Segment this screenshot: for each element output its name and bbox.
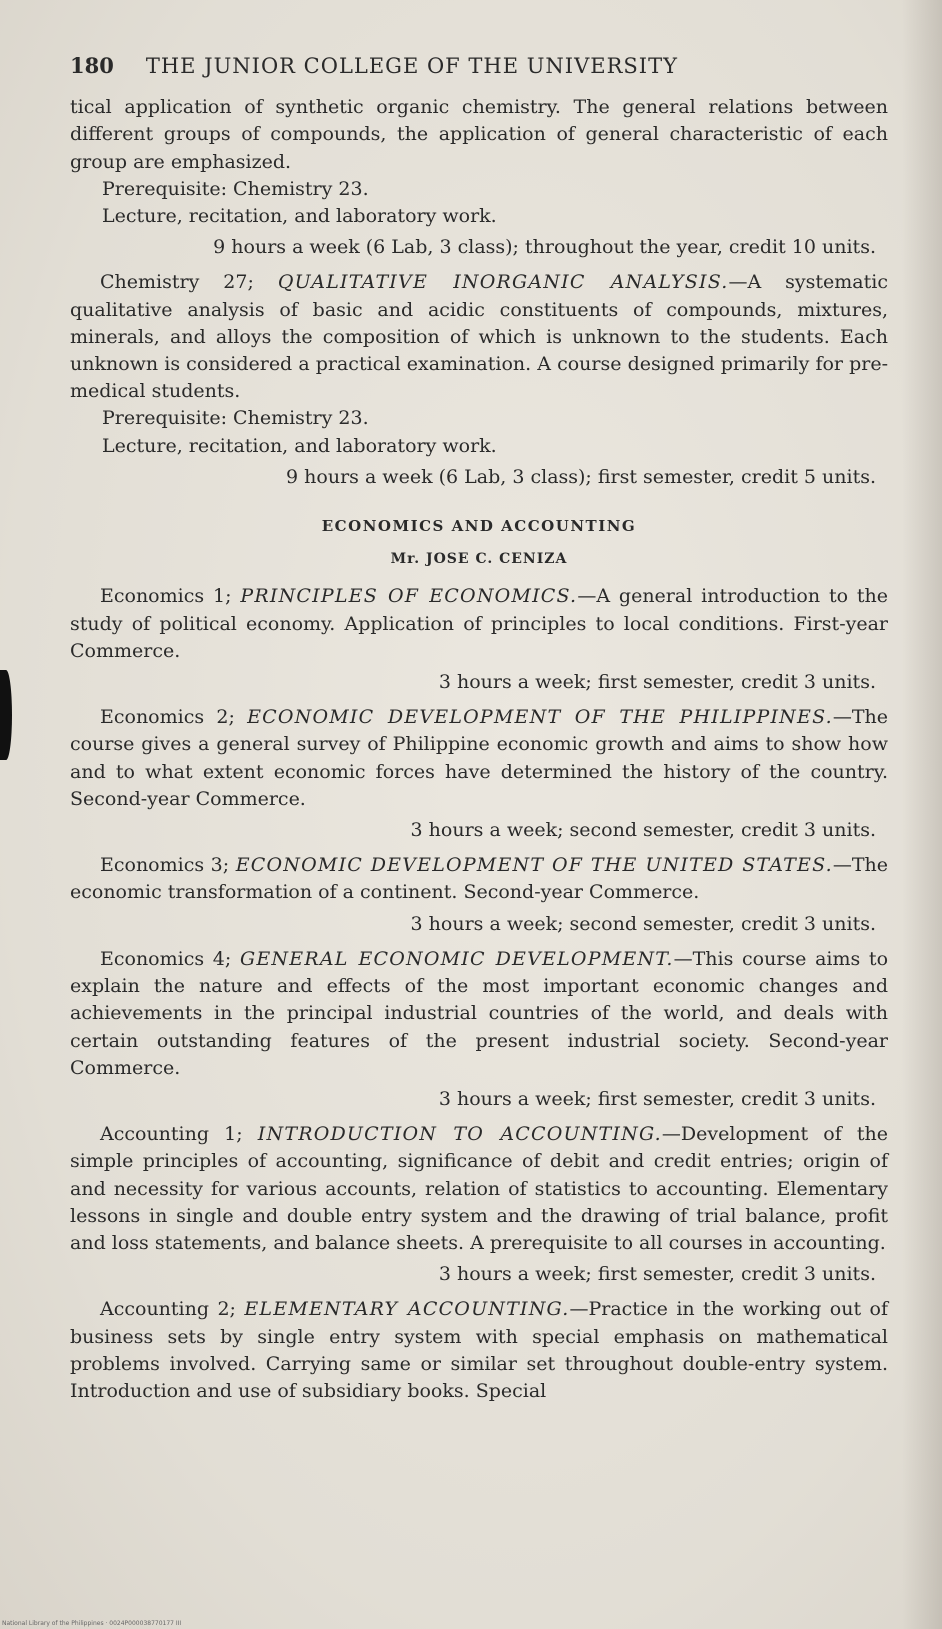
course-description: —Practice in the working out of business sets by single entry system with special emphasis on mathematical problems involved. Carrying same or similar set throughout double-entry system. Introduction and use of subsidiary books. Special	[70, 1298, 888, 1402]
binding-mark	[0, 670, 12, 760]
intro-paragraph: tical application of synthetic organic chemistry. The general relations between different groups of compounds, the application of general characteristic of each group are emphasized.	[70, 96, 888, 173]
course-title: QUALITATIVE INORGANIC ANALYSIS.	[277, 271, 729, 294]
course-code: Economics 3;	[100, 854, 230, 877]
course-description: —A systematic qualitative analysis of basic and acidic constituents of compounds, mixtures, minerals, and alloys the composition of which is unknown to the students. Each unknown is considered a practical examination. A course designed primarily for pre-medical students.	[70, 271, 888, 403]
intro-prerequisite: Prerequisite: Chemistry 23.	[102, 177, 369, 200]
chem27-prerequisite: Prerequisite: Chemistry 23.	[102, 407, 369, 430]
intro-method: Lecture, recitation, and laboratory work.	[102, 205, 497, 228]
course-title: ECONOMIC DEVELOPMENT OF THE PHILIPPINES.	[247, 706, 833, 729]
course-schedule: 3 hours a week; first semester, credit 3 units.	[438, 671, 876, 694]
course-schedule: 3 hours a week; first semester, credit 3 units.	[438, 1087, 876, 1110]
course-description: —A general introduction to the study of political economy. Application of principles to local conditions. First-year Commerce.	[70, 585, 889, 662]
intro-schedule: 9 hours a week (6 Lab, 3 class); throughout the year, credit 10 units.	[213, 236, 876, 259]
course-description: —Development of the simple principles of accounting, significance of debit and credit entries; origin of and necessity for various accounts, relation of statistics to accounting. Elementary lessons in single and double entry system and the drawing of trial balance, profit and loss statements, and balance sheets. A prerequisite to all courses in accounting.	[70, 1123, 889, 1254]
scan-footer: National Library of the Philippines · 0024P000038770177 III	[2, 1620, 182, 1627]
course-description: —The course gives a general survey of Philippine economic growth and aims to show how and to what extent economic forces have determined the history of the country. Second-year Commerce.	[70, 706, 888, 810]
course-economics-3	[70, 852, 888, 906]
section-title: ECONOMICS AND ACCOUNTING	[321, 517, 637, 536]
page-header	[70, 52, 888, 80]
page-edge-shadow	[902, 0, 942, 1629]
course-accounting-2	[70, 1296, 888, 1405]
course-title: ECONOMIC DEVELOPMENT OF THE UNITED STATES.	[235, 854, 833, 877]
course-description: —The economic transformation of a continent. Second-year Commerce.	[70, 854, 888, 904]
course-title: INTRODUCTION TO ACCOUNTING.	[257, 1123, 662, 1146]
course-code: Accounting 1;	[100, 1123, 243, 1146]
course-accounting-1	[70, 1121, 888, 1257]
course-code: Economics 1;	[100, 585, 232, 608]
course-chemistry-27	[70, 269, 888, 405]
chem27-schedule: 9 hours a week (6 Lab, 3 class); first semester, credit 5 units.	[286, 465, 876, 488]
course-schedule: 3 hours a week; first semester, credit 3 units.	[438, 1263, 876, 1286]
course-title: GENERAL ECONOMIC DEVELOPMENT.	[239, 947, 674, 970]
course-schedule: 3 hours a week; second semester, credit 3 units.	[410, 912, 876, 935]
course-economics-2	[70, 704, 888, 813]
course-code: Accounting 2;	[100, 1298, 236, 1321]
course-description: —This course aims to explain the nature and effects of the most important economic changes and achievements in the principal industrial countries of the world, and deals with certain outstanding features of the present industrial society. Second-year Commerce.	[70, 947, 889, 1079]
running-head: THE JUNIOR COLLEGE OF THE UNIVERSITY	[145, 54, 678, 78]
course-code: Economics 2;	[100, 706, 235, 729]
section-instructor: Mr. JOSE C. CENIZA	[390, 551, 568, 568]
course-code: Chemistry 27;	[100, 271, 254, 294]
course-economics-4	[70, 946, 888, 1082]
chem27-method: Lecture, recitation, and laboratory work.	[102, 434, 497, 457]
page-number: 180	[70, 53, 114, 78]
course-title: ELEMENTARY ACCOUNTING.	[244, 1298, 570, 1321]
course-schedule: 3 hours a week; second semester, credit 3 units.	[410, 819, 876, 842]
page-content	[70, 52, 888, 1405]
course-title: PRINCIPLES OF ECONOMICS.	[240, 585, 578, 608]
course-code: Economics 4;	[100, 947, 232, 970]
course-economics-1	[70, 583, 888, 665]
